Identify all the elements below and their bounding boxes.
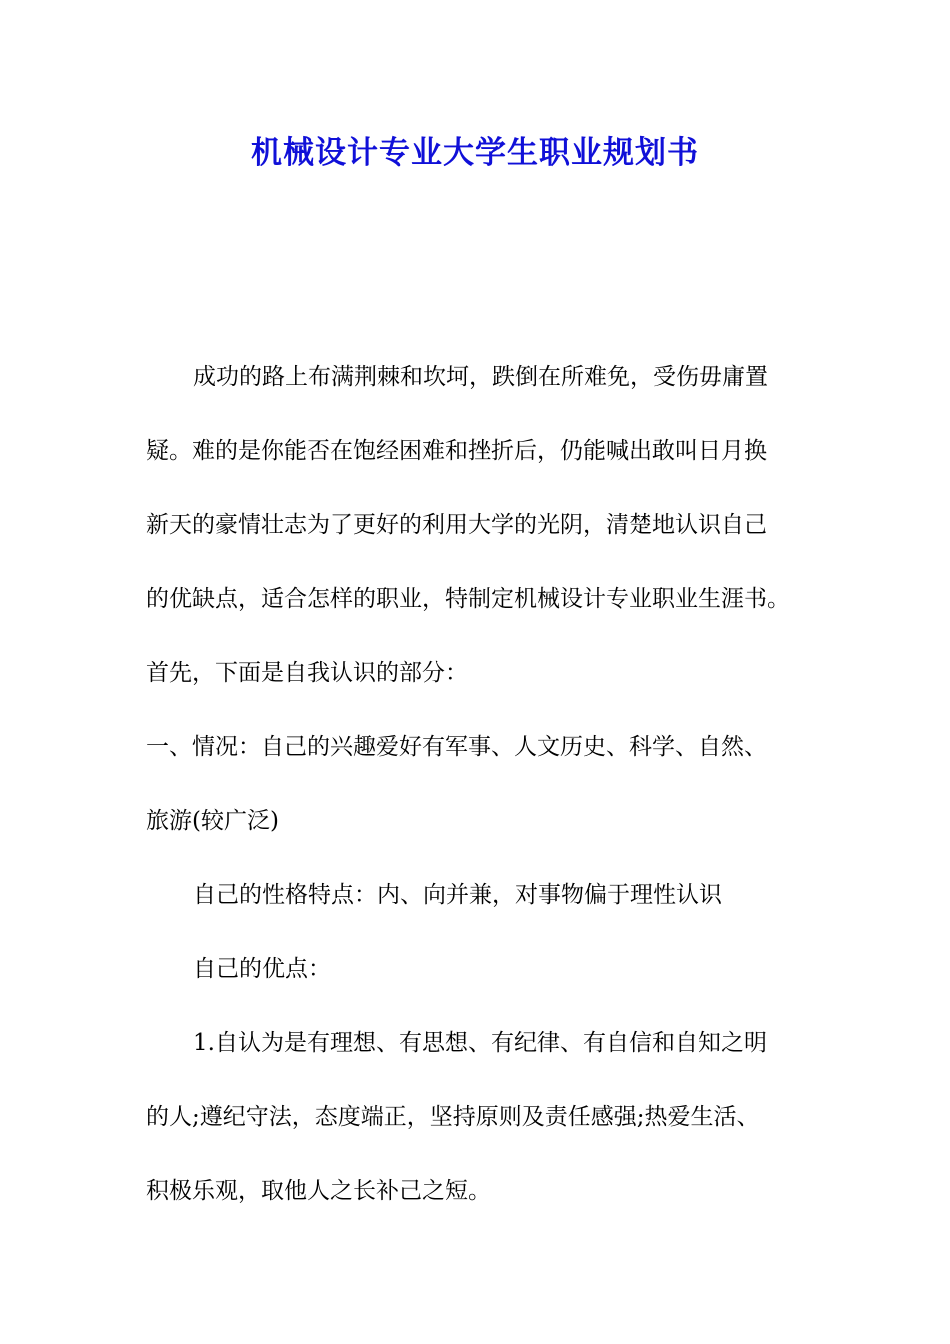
paragraph-line: 旅游(较广泛) [146, 808, 279, 834]
paragraph-line: 自己的性格特点：内、向并兼，对事物偏于理性认识 [193, 882, 722, 908]
paragraph-line: 成功的路上布满荆棘和坎坷，跌倒在所难免，受伤毋庸置 [193, 364, 768, 390]
document-body [146, 340, 826, 1228]
document-title: 机械设计专业大学生职业规划书 [251, 135, 699, 171]
paragraph-line: 1.自认为是有理想、有思想、有纪律、有自信和自知之明 [193, 1030, 767, 1056]
paragraph-line: 积极乐观，取他人之长补己之短。 [146, 1178, 491, 1204]
paragraph-line: 的人;遵纪守法，态度端正，坚持原则及责任感强;热爱生活、 [146, 1104, 760, 1130]
paragraph-line: 一、情况：自己的兴趣爱好有军事、人文历史、科学、自然、 [146, 734, 767, 760]
paragraph-line: 首先，下面是自我认识的部分： [146, 660, 468, 686]
paragraph-line: 新天的豪情壮志为了更好的利用大学的光阴，清楚地认识自己 [146, 512, 767, 538]
paragraph-line: 自己的优点： [193, 956, 331, 982]
paragraph-line: 疑。难的是你能否在饱经困难和挫折后，仍能喊出敢叫日月换 [146, 438, 767, 464]
paragraph-line: 的优缺点，适合怎样的职业，特制定机械设计专业职业生涯书。 [146, 586, 790, 612]
